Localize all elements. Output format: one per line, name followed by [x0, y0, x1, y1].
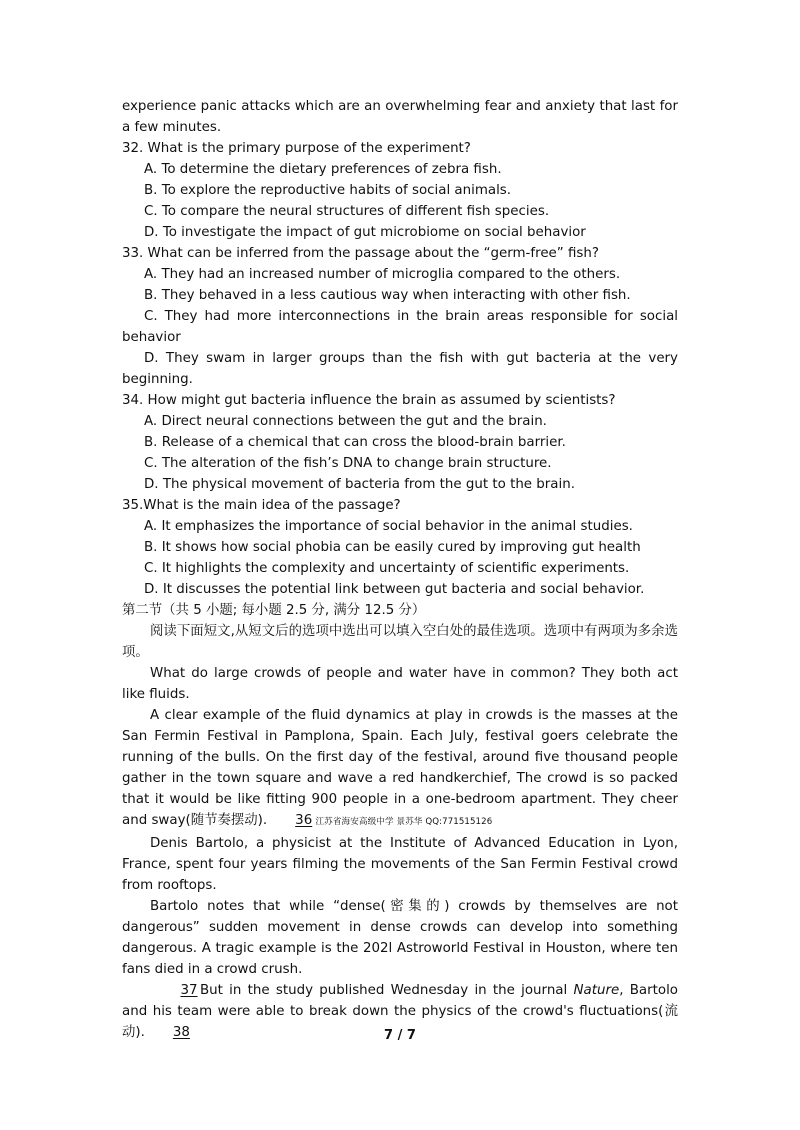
option-d: D. It discusses the potential link between gut bacteria and social behavior.	[144, 582, 645, 597]
option-c: C. To compare the neural structures of different fish species.	[144, 204, 550, 219]
document-page	[122, 96, 678, 1043]
option-c: C. They had more interconnections in the brain areas responsible for social behavior	[122, 309, 678, 345]
passage-paragraph-3: Denis Bartolo, a physicist at the Institute of Advanced Education in Lyon, France, spent four years filming the movements of the San Fermin Festival crowd from rooftops.	[122, 836, 678, 893]
passage-paragraph-2	[122, 705, 678, 833]
section-title: 第二节（共 5 小题; 每小题 2.5 分, 满分 12.5 分）	[122, 603, 426, 618]
question-33	[122, 243, 678, 390]
question-stem: 32. What is the primary purpose of the experiment?	[122, 141, 471, 156]
question-32	[122, 138, 678, 243]
question-34	[122, 390, 678, 495]
question-stem: 35.What is the main idea of the passage?	[122, 498, 401, 513]
blank-38: 38	[172, 1025, 190, 1040]
option-d: D. They swam in larger groups than the fish with gut bacteria at the very beginning.	[122, 351, 678, 387]
option-c: C. The alteration of the fish’s DNA to change brain structure.	[144, 456, 552, 471]
paragraph-text: A clear example of the fluid dynamics at play in crowds is the masses at the San Fermin Festival in Pamplona, Spain. Each July, festival goers celebrate the running of the bulls. On the first day of the festival, around five thousand people gather in the town square and wave a red handkerchief, The crowd is so packed that it would be like fitting 900 people in a one-bedroom apartment. They cheer and sway(随节奏摆动).	[122, 708, 678, 828]
option-b: B. Release of a chemical that can cross the blood-brain barrier.	[144, 435, 566, 450]
option-a: A. They had an increased number of microglia compared to the others.	[144, 267, 621, 282]
section-instruction: 阅读下面短文,从短文后的选项中选出可以填入空白处的最佳选项。选项中有两项为多余选项。	[122, 624, 678, 660]
option-a: A. Direct neural connections between the gut and the brain.	[144, 414, 547, 429]
passage-intro-tail: experience panic attacks which are an overwhelming fear and anxiety that last for a few minutes.	[122, 99, 678, 135]
option-c: C. It highlights the complexity and uncertainty of scientific experiments.	[144, 561, 630, 576]
blank-36: 36	[295, 813, 313, 828]
passage-paragraph-4: Bartolo notes that while “dense(密集的) crowds by themselves are not dangerous” sudden movement in dense crowds can develop into something dangerous. A tragic example is the 202l Astroworld Festival in Houston, where ten fans died in a crowd crush.	[122, 899, 678, 977]
option-d: D. To investigate the impact of gut microbiome on social behavior	[144, 225, 586, 240]
option-b: B. To explore the reproductive habits of social animals.	[144, 183, 512, 198]
question-stem: 33. What can be inferred from the passage about the “germ-free” fish?	[122, 246, 599, 261]
page-number: 7 / 7	[384, 1028, 416, 1043]
option-b: B. It shows how social phobia can be easily cured by improving gut health	[144, 540, 641, 555]
question-stem: 34. How might gut bacteria influence the brain as assumed by scientists?	[122, 393, 616, 408]
option-a: A. To determine the dietary preferences of zebra fish.	[144, 162, 502, 177]
option-b: B. They behaved in a less cautious way when interacting with other fish.	[144, 288, 631, 303]
paragraph-text-cont: , Bartolo and his team were able to break down the physics of the crowd's fluctuations(流动).	[122, 983, 678, 1040]
option-a: A. It emphasizes the importance of social behavior in the animal studies.	[144, 519, 633, 534]
question-35	[122, 495, 678, 600]
option-d: D. The physical movement of bacteria from the gut to the brain.	[144, 477, 575, 492]
journal-name: Nature	[573, 983, 620, 998]
passage-paragraph-1: What do large crowds of people and water have in common? They both act like fluids.	[122, 666, 678, 702]
watermark-note: 江苏省海安高级中学 景苏华 QQ:771515126	[315, 817, 493, 827]
paragraph-text: But in the study published Wednesday in the journal	[200, 983, 574, 998]
blank-37: 37	[180, 983, 198, 998]
